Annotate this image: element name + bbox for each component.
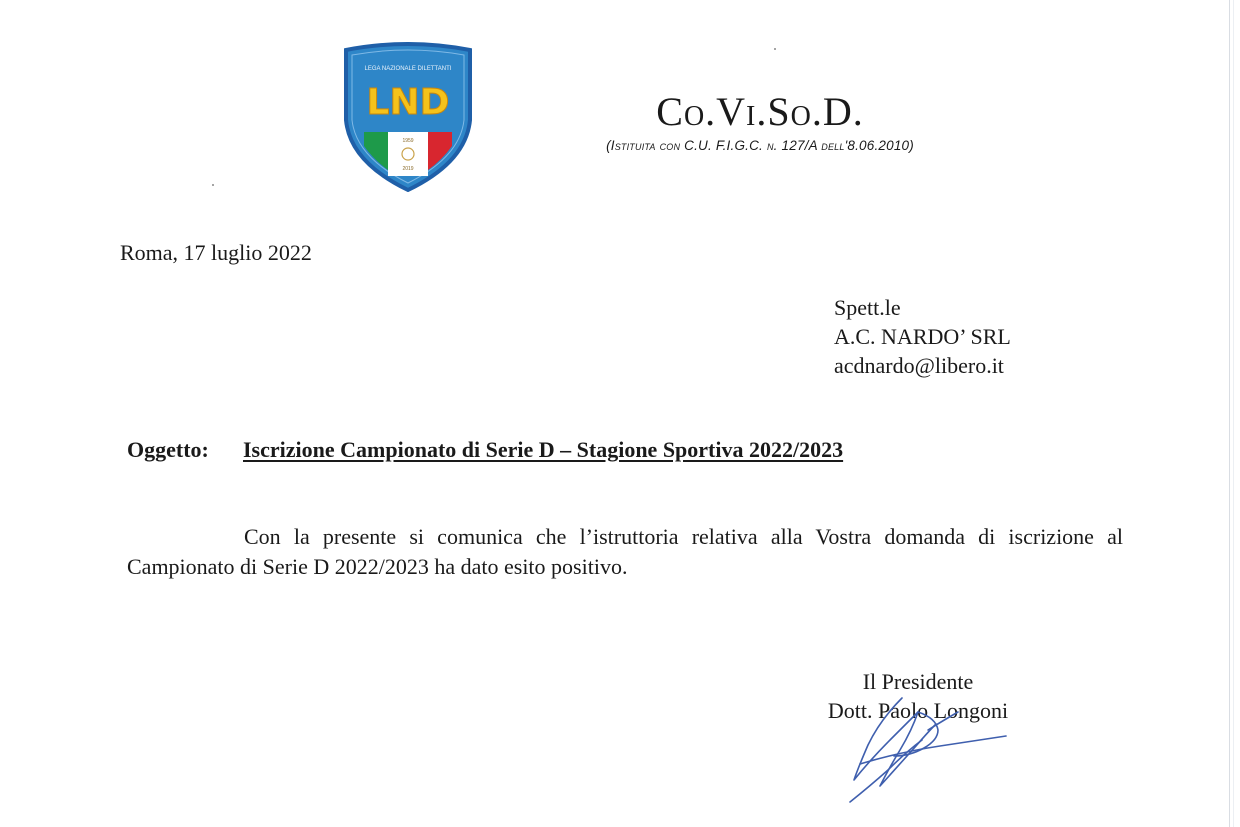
signature-role: Il Presidente xyxy=(862,669,974,694)
handwritten-signature xyxy=(840,690,1020,805)
recipient-name: A.C. NARDO’ SRL xyxy=(834,324,1011,349)
logo-lnd-text: LND xyxy=(366,82,450,123)
scan-edge-line xyxy=(1229,0,1230,827)
subject-text: Iscrizione Campionato di Serie D – Stagione Sportiva 2022/2023 xyxy=(243,437,844,462)
recipient-email: acdnardo@libero.it xyxy=(834,353,1004,378)
recipient-salutation: Spett.le xyxy=(834,295,901,320)
scan-speck xyxy=(774,48,776,50)
scan-edge-line xyxy=(1233,0,1234,827)
org-title: Co.Vi.So.D. xyxy=(656,89,864,134)
logo-caption: LEGA NAZIONALE DILETTANTI xyxy=(364,66,452,72)
subject-line xyxy=(127,437,843,463)
org-subtitle: (Istituita con C.U. F.I.G.C. n. 127/A dell'8.06.2010) xyxy=(606,138,914,153)
signature-name: Dott. Paolo Longoni xyxy=(827,698,1009,723)
scan-speck xyxy=(212,184,214,186)
subject-label: Oggetto: xyxy=(127,437,209,462)
logo-year-top: 1959 xyxy=(402,138,414,144)
logo-year-bottom: 2019 xyxy=(402,166,414,172)
place-date: Roma, 17 luglio 2022 xyxy=(120,240,312,265)
recipient-block xyxy=(834,293,1011,380)
body-paragraph: Con la presente si comunica che l’istruttoria relativa alla Vostra domanda di iscrizione al Campionato di Serie D 2022/2023 ha dato esito positivo. xyxy=(127,524,1123,579)
lnd-logo xyxy=(342,42,474,192)
